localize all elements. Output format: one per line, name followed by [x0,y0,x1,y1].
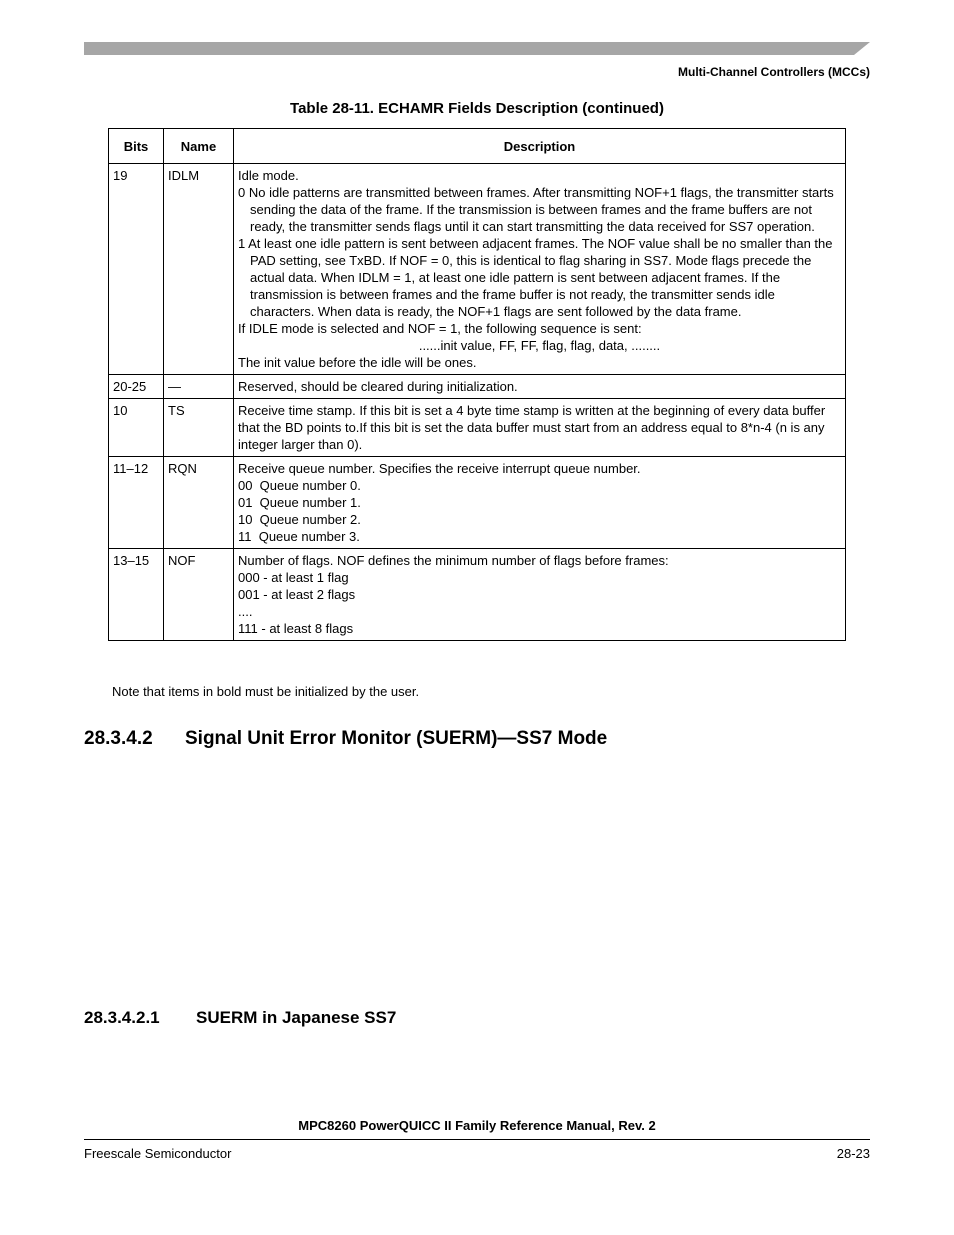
cell-description [234,164,846,375]
footer-company: Freescale Semiconductor [84,1146,232,1161]
cell-name: — [164,375,234,399]
description-line: 000 - at least 1 flag [238,570,349,585]
table-title: Table 28-11. ECHAMR Fields Description (continued) [290,100,664,117]
running-header: Multi-Channel Controllers (MCCs) [678,65,870,79]
section-title: Signal Unit Error Monitor (SUERM)—SS7 Mode [185,728,608,749]
cell-bits: 20-25 [109,375,164,399]
table-header-row [109,129,846,164]
cell-bits: 13–15 [109,549,164,641]
cell-bits: 19 [109,164,164,375]
cell-description [234,375,846,399]
cell-bits: 10 [109,399,164,457]
cell-name: NOF [164,549,234,641]
description-line: 10 Queue number 2. [238,512,361,527]
column-header-bits: Bits [109,129,164,164]
cell-name: TS [164,399,234,457]
header-bar-shape [84,42,870,55]
description-line: The init value before the idle will be ones. [238,355,477,370]
table-row [109,164,846,375]
description-line: .... [238,604,253,619]
description-line: If IDLE mode is selected and NOF = 1, the following sequence is sent: [238,321,642,336]
description-line: 01 Queue number 1. [238,495,361,510]
cell-name: IDLM [164,164,234,375]
footer-divider [84,1139,870,1140]
description-line: 00 Queue number 0. [238,478,361,493]
description-line: Receive time stamp. If this bit is set a 4 byte time stamp is written at the beginning of every data buffer that the BD points to.If this bit is set the data buffer must start from an address equal to 8*n-4 (n is any integer larger than 0). [238,403,826,452]
cell-name: RQN [164,457,234,549]
description-line: Number of flags. NOF defines the minimum number of flags before frames: [238,553,669,568]
description-line: Receive queue number. Specifies the receive interrupt queue number. [238,461,641,476]
subsection-heading [84,1008,396,1028]
description-line: 11 Queue number 3. [238,529,360,544]
table-row [109,457,846,549]
table-row [109,375,846,399]
cell-description [234,457,846,549]
description-line: Reserved, should be cleared during initialization. [238,379,518,394]
cell-description [234,399,846,457]
header-bar [84,42,870,55]
description-line: 1 At least one idle pattern is sent between adjacent frames. The NOF value shall be no smaller than the PAD setting, see TxBD. If NOF = 0, this is identical to flag sharing in SS7. Mode flags precede the actual data. When IDLM = 1, at least one idle pattern is sent between adjacent frames. If the transmission is between frames and the frame buffer is not ready, the transmitter sends idle characters. When data is ready, the NOF+1 flags are sent followed by the data frame. [238,236,833,319]
table-note: Note that items in bold must be initialized by the user. [112,684,420,699]
cell-description [234,549,846,641]
cell-bits: 11–12 [109,457,164,549]
subsection-number: 28.3.4.2.1 [84,1008,160,1027]
section-heading [84,728,607,750]
column-header-description: Description [234,129,846,164]
description-line: 0 No idle patterns are transmitted between frames. After transmitting NOF+1 flags, the transmitter starts sending the data of the frame. If the transmission is between frames and the frame buffers are not ready, the transmitter sends flags until it can start transmitting the data received for SS7 operation. [238,185,834,234]
subsection-title: SUERM in Japanese SS7 [196,1008,397,1027]
description-line: 001 - at least 2 flags [238,587,356,602]
table-row [109,399,846,457]
table-row [109,549,846,641]
footer-page-number: 28-23 [836,1146,870,1161]
description-line: 111 - at least 8 flags [238,621,354,636]
section-number: 28.3.4.2 [84,728,153,749]
description-line: ......init value, FF, FF, flag, flag, data, ........ [418,338,661,353]
fields-table [108,128,846,641]
footer-manual-title: MPC8260 PowerQUICC II Family Reference Manual, Rev. 2 [298,1118,656,1133]
column-header-name: Name [164,129,234,164]
description-line: Idle mode. [238,168,299,183]
